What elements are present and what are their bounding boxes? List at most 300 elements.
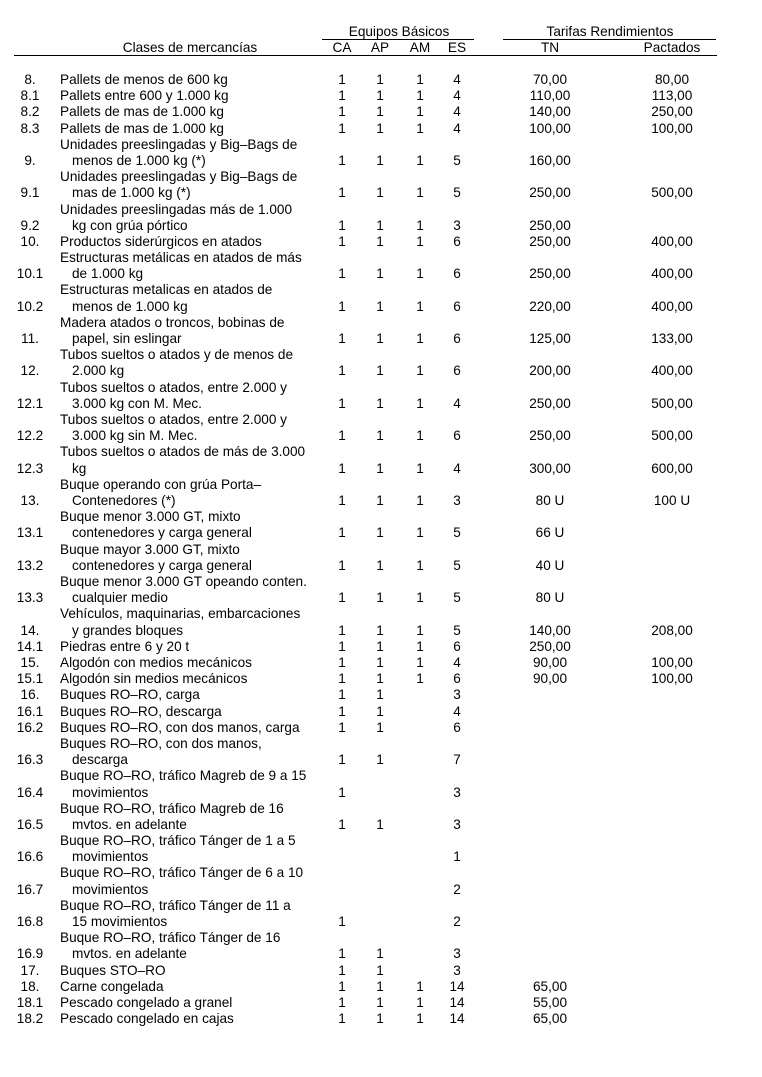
description-line-2: mvtos. en adelante	[72, 946, 187, 962]
cell-ca: 1	[338, 784, 346, 800]
description-line-2: mas de 1.000 kg (*)	[72, 185, 191, 201]
row-description	[60, 104, 322, 120]
description-line-1: Unidades preeslingadas más de 1.000	[60, 201, 293, 217]
cell-ca: 1	[338, 185, 346, 201]
cell-tn: 70,00	[532, 71, 568, 87]
cell-ca: 1	[338, 816, 346, 832]
cell-ap: 1	[376, 217, 384, 233]
row-number: 9.	[24, 152, 36, 168]
cell-am: 1	[416, 266, 424, 282]
cell-am: 1	[416, 185, 424, 201]
row-number: 8.3	[20, 120, 40, 136]
cell-tn: 80 U	[535, 590, 565, 606]
table-row	[0, 671, 762, 687]
row-description	[60, 655, 322, 671]
cell-am: 1	[416, 557, 424, 573]
description-line-1: Buques RO–RO, carga	[60, 687, 200, 703]
table-row	[0, 930, 762, 962]
description-line-1: Buque RO–RO, tráfico Magreb de 16	[60, 800, 284, 816]
cell-tn: 65,00	[532, 978, 568, 994]
row-number: 10.1	[16, 266, 44, 282]
cell-es: 3	[453, 217, 461, 233]
table-row	[0, 137, 762, 169]
row-description	[60, 202, 322, 234]
cell-am: 1	[416, 654, 424, 670]
table-row	[0, 736, 762, 768]
row-description	[60, 768, 322, 800]
cell-es: 2	[453, 914, 461, 930]
table-row	[0, 412, 762, 444]
description-line-2: menos de 1.000 kg	[72, 298, 188, 314]
cell-am: 1	[416, 298, 424, 314]
cell-es: 7	[453, 752, 461, 768]
row-description	[60, 979, 322, 995]
cell-tn: 250,00	[529, 233, 571, 249]
cell-ca: 1	[338, 460, 346, 476]
cell-am: 1	[416, 493, 424, 509]
cell-tn: 90,00	[532, 654, 568, 670]
cell-am: 1	[416, 638, 424, 654]
cell-ap: 1	[376, 622, 384, 638]
row-description	[60, 930, 322, 962]
row-description	[60, 704, 322, 720]
row-number: 15.	[20, 654, 40, 670]
table-row	[0, 606, 762, 638]
description-line-2: movimientos	[72, 881, 149, 897]
row-number: 13.	[20, 493, 40, 509]
description-line-1: Piedras entre 6 y 20 t	[60, 638, 190, 654]
cell-tn: 140,00	[529, 622, 571, 638]
cell-ap: 1	[376, 331, 384, 347]
description-line-1: Buque RO–RO, tráfico Tánger de 1 a 5	[60, 833, 296, 849]
column-header-ca: CA	[332, 40, 352, 55]
description-line-2: 2.000 kg	[72, 363, 125, 379]
column-header-ap: AP	[370, 40, 390, 55]
cell-es: 4	[453, 460, 461, 476]
table-row	[0, 865, 762, 897]
cell-ca: 1	[338, 395, 346, 411]
row-number: 12.	[20, 363, 40, 379]
description-line-1: Buques RO–RO, con dos manos,	[60, 735, 262, 751]
cell-ca: 1	[338, 1011, 346, 1027]
description-line-1: Buques RO–RO, con dos manos, carga	[60, 719, 300, 735]
row-description	[60, 963, 322, 979]
row-number: 16.	[20, 687, 40, 703]
cell-ca: 1	[338, 298, 346, 314]
cell-pactados: 100,00	[651, 671, 693, 687]
cell-pactados: 100,00	[651, 120, 693, 136]
table-row	[0, 283, 762, 315]
description-line-2: contenedores y carga general	[72, 557, 252, 573]
cell-ap: 1	[376, 233, 384, 249]
cell-ap: 1	[376, 557, 384, 573]
cell-ap: 1	[376, 995, 384, 1011]
description-line-1: Pallets de mas de 1.000 kg	[60, 120, 224, 136]
cell-tn: 200,00	[529, 363, 571, 379]
table-row	[0, 477, 762, 509]
cell-tn: 250,00	[529, 395, 571, 411]
cell-pactados: 80,00	[654, 71, 690, 87]
row-description	[60, 315, 322, 347]
cell-ap: 1	[376, 104, 384, 120]
cell-ca: 1	[338, 71, 346, 87]
description-line-2: movimientos	[72, 784, 149, 800]
cell-am: 1	[416, 233, 424, 249]
row-number: 16.2	[16, 719, 44, 735]
table-row	[0, 801, 762, 833]
description-line-1: Estructuras metálicas en atados de más	[60, 250, 302, 266]
row-number: 16.7	[16, 881, 44, 897]
row-description	[60, 1011, 322, 1027]
cell-pactados: 500,00	[651, 185, 693, 201]
description-line-2: 3.000 kg sin M. Mec.	[72, 428, 198, 444]
row-number: 14.	[20, 622, 40, 638]
cell-ap: 1	[376, 654, 384, 670]
description-line-1: Buque menor 3.000 GT, mixto	[60, 509, 241, 525]
row-number: 17.	[20, 962, 40, 978]
cell-es: 3	[453, 784, 461, 800]
row-description	[60, 72, 322, 88]
cell-ca: 1	[338, 590, 346, 606]
cell-tn: 140,00	[529, 104, 571, 120]
cell-es: 4	[453, 703, 461, 719]
cell-tn: 250,00	[529, 217, 571, 233]
row-description	[60, 687, 322, 703]
row-number: 16.3	[16, 752, 44, 768]
cell-es: 3	[453, 816, 461, 832]
cell-tn: 66 U	[535, 525, 565, 541]
cell-am: 1	[416, 217, 424, 233]
row-description	[60, 347, 322, 379]
cell-es: 5	[453, 185, 461, 201]
row-number: 18.1	[16, 995, 44, 1011]
description-line-1: Buque RO–RO, tráfico Magreb de 9 a 15	[60, 768, 307, 784]
table-row	[0, 72, 762, 88]
row-description	[60, 121, 322, 137]
cell-tn: 55,00	[532, 995, 568, 1011]
row-number: 13.3	[16, 590, 44, 606]
row-number: 12.2	[16, 428, 44, 444]
cell-ca: 1	[338, 946, 346, 962]
cell-es: 3	[453, 493, 461, 509]
cell-pactados: 400,00	[651, 233, 693, 249]
tarifas-rendimientos-group-header: Tarifas Rendimientos	[546, 24, 674, 39]
cell-ca: 1	[338, 525, 346, 541]
description-line-2: 15 movimientos	[72, 914, 168, 930]
cell-tn: 125,00	[529, 331, 571, 347]
cell-ap: 1	[376, 152, 384, 168]
cell-tn: 65,00	[532, 1011, 568, 1027]
cell-es: 5	[453, 152, 461, 168]
table-body	[0, 72, 762, 1027]
cell-pactados: 500,00	[651, 428, 693, 444]
row-description	[60, 250, 322, 282]
row-description	[60, 282, 322, 314]
row-description	[60, 477, 322, 509]
cell-ca: 1	[338, 995, 346, 1011]
row-number: 15.1	[16, 671, 44, 687]
row-description	[60, 169, 322, 201]
description-line-1: Tubos sueltos o atados de más de 3.000	[60, 444, 306, 460]
row-description	[60, 736, 322, 768]
row-number: 16.1	[16, 703, 44, 719]
description-line-2: kg	[72, 460, 87, 476]
cell-ca: 1	[338, 363, 346, 379]
cell-ap: 1	[376, 1011, 384, 1027]
row-description	[60, 639, 322, 655]
row-description	[60, 509, 322, 541]
cell-am: 1	[416, 428, 424, 444]
row-number: 12.1	[16, 395, 44, 411]
description-line-1: Buque operando con grúa Porta–	[60, 476, 262, 492]
cell-ca: 1	[338, 428, 346, 444]
cell-es: 6	[453, 638, 461, 654]
cell-es: 14	[449, 995, 465, 1011]
row-number: 8.	[24, 71, 36, 87]
row-number: 9.2	[20, 217, 40, 233]
cell-ap: 1	[376, 978, 384, 994]
cell-am: 1	[416, 671, 424, 687]
cell-am: 1	[416, 104, 424, 120]
cell-ap: 1	[376, 719, 384, 735]
cell-tn: 250,00	[529, 428, 571, 444]
description-line-2: papel, sin eslingar	[72, 331, 182, 347]
cell-ap: 1	[376, 71, 384, 87]
description-line-1: Estructuras metalicas en atados de	[60, 282, 273, 298]
row-number: 8.1	[20, 88, 40, 104]
description-line-1: Algodón sin medios mecánicos	[60, 671, 248, 687]
table-row	[0, 898, 762, 930]
cell-am: 1	[416, 363, 424, 379]
description-line-1: Buque RO–RO, tráfico Tánger de 6 a 10	[60, 865, 304, 881]
table-row	[0, 655, 762, 671]
cell-es: 4	[453, 654, 461, 670]
table-row	[0, 995, 762, 1011]
cell-tn: 160,00	[529, 152, 571, 168]
description-line-2: movimientos	[72, 849, 149, 865]
cell-ca: 1	[338, 120, 346, 136]
row-number: 8.2	[20, 104, 40, 120]
cell-ap: 1	[376, 185, 384, 201]
cell-es: 3	[453, 687, 461, 703]
cell-ca: 1	[338, 962, 346, 978]
cell-tn: 100,00	[529, 120, 571, 136]
description-line-1: Buques STO–RO	[60, 962, 166, 978]
description-line-2: de 1.000 kg	[72, 266, 144, 282]
row-description	[60, 865, 322, 897]
row-description	[60, 606, 322, 638]
table-row	[0, 720, 762, 736]
row-description	[60, 542, 322, 574]
table-row	[0, 250, 762, 282]
cell-am: 1	[416, 71, 424, 87]
description-line-1: Pallets de mas de 1.000 kg	[60, 104, 224, 120]
table-row	[0, 542, 762, 574]
cell-am: 1	[416, 590, 424, 606]
description-line-1: Buque mayor 3.000 GT, mixto	[60, 541, 240, 557]
cell-am: 1	[416, 622, 424, 638]
cell-pactados: 113,00	[651, 88, 693, 104]
description-line-1: Carne congelada	[60, 978, 164, 994]
cell-am: 1	[416, 331, 424, 347]
table-row	[0, 315, 762, 347]
cell-pactados: 500,00	[651, 395, 693, 411]
description-line-1: Unidades preeslingadas y Big–Bags de	[60, 136, 298, 152]
cell-ap: 1	[376, 428, 384, 444]
row-description	[60, 671, 322, 687]
description-line-1: Buque RO–RO, tráfico Tánger de 16	[60, 930, 281, 946]
cell-es: 6	[453, 428, 461, 444]
table-row	[0, 88, 762, 104]
cell-es: 4	[453, 120, 461, 136]
table-row	[0, 833, 762, 865]
cell-es: 2	[453, 881, 461, 897]
cell-pactados: 100,00	[651, 654, 693, 670]
table-row	[0, 1011, 762, 1027]
table-row	[0, 687, 762, 703]
cell-es: 6	[453, 233, 461, 249]
description-line-2: 3.000 kg con M. Mec.	[72, 395, 202, 411]
row-description	[60, 412, 322, 444]
cell-es: 6	[453, 671, 461, 687]
cell-ap: 1	[376, 590, 384, 606]
cell-pactados: 208,00	[651, 622, 693, 638]
table-row	[0, 639, 762, 655]
table-row	[0, 347, 762, 379]
cell-ca: 1	[338, 978, 346, 994]
cell-ap: 1	[376, 816, 384, 832]
cell-am: 1	[416, 995, 424, 1011]
cell-ca: 1	[338, 266, 346, 282]
description-line-1: Pescado congelado en cajas	[60, 1011, 234, 1027]
cell-es: 4	[453, 71, 461, 87]
row-description	[60, 833, 322, 865]
row-number: 10.2	[16, 298, 44, 314]
cell-ca: 1	[338, 557, 346, 573]
description-line-1: Tubos sueltos o atados, entre 2.000 y	[60, 379, 287, 395]
cell-es: 6	[453, 298, 461, 314]
cell-es: 6	[453, 331, 461, 347]
row-number: 9.1	[20, 185, 40, 201]
cell-ap: 1	[376, 493, 384, 509]
description-line-1: Pallets entre 600 y 1.000 kg	[60, 88, 229, 104]
column-header-es: ES	[447, 40, 467, 55]
row-number: 10.	[20, 233, 40, 249]
table-row	[0, 104, 762, 120]
row-description	[60, 801, 322, 833]
row-number: 16.5	[16, 816, 44, 832]
cell-am: 1	[416, 1011, 424, 1027]
cell-ca: 1	[338, 217, 346, 233]
row-number: 12.3	[16, 460, 44, 476]
description-line-1: Tubos sueltos o atados, entre 2.000 y	[60, 412, 287, 428]
row-number: 13.2	[16, 557, 44, 573]
description-line-2: Contenedores (*)	[72, 493, 176, 509]
cell-am: 1	[416, 460, 424, 476]
column-header-pactados: Pactados	[643, 40, 701, 55]
cell-es: 14	[449, 978, 465, 994]
description-line-2: menos de 1.000 kg (*)	[72, 152, 206, 168]
cell-es: 1	[453, 849, 461, 865]
description-line-1: Tubos sueltos o atados y de menos de	[60, 347, 293, 363]
table-row	[0, 768, 762, 800]
cell-ap: 1	[376, 752, 384, 768]
cell-ap: 1	[376, 88, 384, 104]
table-row	[0, 234, 762, 250]
row-number: 14.1	[16, 638, 44, 654]
cell-ca: 1	[338, 654, 346, 670]
row-number: 16.8	[16, 914, 44, 930]
table-row	[0, 121, 762, 137]
description-line-1: Unidades preeslingadas y Big–Bags de	[60, 169, 298, 185]
table-row	[0, 963, 762, 979]
row-number: 18.	[20, 978, 40, 994]
cell-ap: 1	[376, 703, 384, 719]
cell-pactados: 250,00	[651, 104, 693, 120]
column-header-tn: TN	[540, 40, 560, 55]
cell-ap: 1	[376, 687, 384, 703]
cell-ca: 1	[338, 914, 346, 930]
description-line-1: Madera atados o troncos, bobinas de	[60, 314, 285, 330]
row-description	[60, 995, 322, 1011]
cell-am: 1	[416, 120, 424, 136]
cell-tn: 300,00	[529, 460, 571, 476]
cell-tn: 80 U	[535, 493, 565, 509]
cell-ap: 1	[376, 298, 384, 314]
row-description	[60, 898, 322, 930]
cell-es: 3	[453, 962, 461, 978]
cell-es: 6	[453, 266, 461, 282]
cell-ap: 1	[376, 266, 384, 282]
table-row	[0, 574, 762, 606]
cell-es: 4	[453, 395, 461, 411]
equipos-basicos-group-header: Equipos Básicos	[348, 24, 450, 39]
cell-ca: 1	[338, 493, 346, 509]
cell-ca: 1	[338, 703, 346, 719]
row-description	[60, 574, 322, 606]
description-line-1: Pallets de menos de 600 kg	[60, 71, 228, 87]
row-number: 13.1	[16, 525, 44, 541]
row-description	[60, 720, 322, 736]
row-number: 11.	[21, 331, 39, 347]
cell-es: 4	[453, 88, 461, 104]
cell-ca: 1	[338, 331, 346, 347]
cell-ap: 1	[376, 525, 384, 541]
cell-ca: 1	[338, 104, 346, 120]
row-description	[60, 444, 322, 476]
cell-ap: 1	[376, 120, 384, 136]
cell-es: 14	[449, 1011, 465, 1027]
table-row	[0, 509, 762, 541]
column-header-am: AM	[409, 40, 431, 55]
description-line-2: contenedores y carga general	[72, 525, 252, 541]
cell-pactados: 400,00	[651, 298, 693, 314]
cell-ca: 1	[338, 152, 346, 168]
cell-ca: 1	[338, 622, 346, 638]
cell-ap: 1	[376, 395, 384, 411]
table-row	[0, 202, 762, 234]
table-row	[0, 979, 762, 995]
cell-ap: 1	[376, 638, 384, 654]
cell-ca: 1	[338, 687, 346, 703]
row-description	[60, 137, 322, 169]
cell-pactados: 400,00	[651, 266, 693, 282]
cell-pactados: 133,00	[651, 331, 693, 347]
cell-am: 1	[416, 88, 424, 104]
cell-tn: 110,00	[529, 88, 571, 104]
description-line-1: Buque RO–RO, tráfico Tánger de 11 a	[60, 897, 291, 913]
cell-am: 1	[416, 152, 424, 168]
